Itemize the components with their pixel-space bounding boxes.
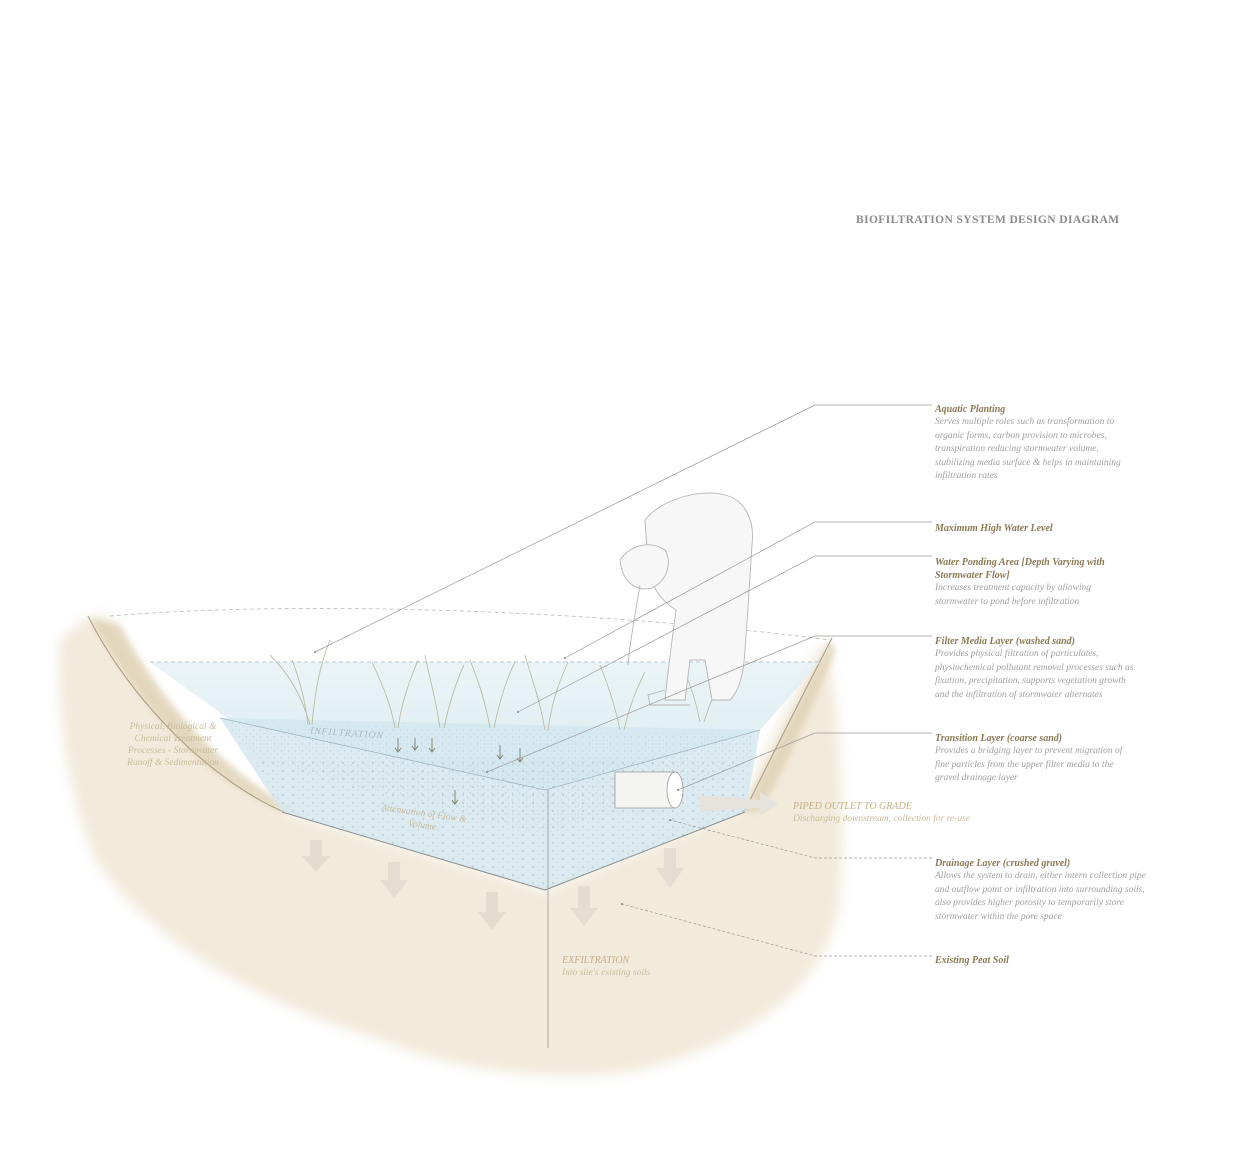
callout-existing-peat-soil [935, 954, 1155, 967]
treatment-processes-label: Physical, Biological & Chemical Treatment Processes - Stormwater Runoff & Sedimentation [127, 722, 219, 768]
piped-outlet-description: Discharging downstream, collection for re-use [793, 814, 971, 824]
piped-outlet-heading: PIPED OUTLET TO GRADE [793, 801, 912, 812]
callout-description: Allows the system to drain, either intern collection pipe and outflow point or infiltration into surrounding soils, also provides higher porosity to temporarily store stormwater within the pore space [935, 871, 1146, 922]
callout-filter-media-layer [935, 635, 1155, 702]
callout-heading: Aquatic Planting [935, 404, 1006, 415]
callout-heading: Drainage Layer (crushed gravel) [935, 858, 1071, 869]
callout-aquatic-planting [935, 403, 1155, 484]
piped-outlet-label [793, 801, 970, 825]
exfiltration-heading: EXFILTRATION [562, 955, 630, 966]
callout-water-ponding-area [935, 556, 1155, 609]
callout-heading: Maximum High Water Level [935, 523, 1053, 534]
callout-transition-layer [935, 732, 1155, 786]
infiltration-label: INFILTRATION [309, 726, 385, 742]
callout-drainage-layer [935, 857, 1155, 924]
callout-description: Serves multiple roles such as transformation to organic forms, carbon provision to microbes, transpiration reducing stormwater volume, stabilizing media surface & helps in maintaining infiltration rates [935, 417, 1121, 481]
attenuation-label: Attenuation of Flow & Volume [380, 803, 467, 833]
exfiltration-label [562, 955, 650, 979]
callout-heading: Filter Media Layer (washed sand) [935, 636, 1075, 647]
callout-heading: Existing Peat Soil [935, 955, 1009, 966]
callout-max-high-water-level [935, 522, 1155, 535]
callout-description: Increases treatment capacity by allowing stormwater to pond before infiltration [935, 583, 1092, 607]
callout-description: Provides a bridging layer to prevent migration of fine particles from the upper filter media to the gravel drainage layer [935, 746, 1123, 783]
callout-heading: Transition Layer (coarse sand) [935, 733, 1063, 744]
callout-description: Provides physical filtration of particulates, physiochemical pollutant removal processes such as fixation, precipitation, supports vegetation growth and the infiltration of stormwater alternates [935, 649, 1134, 700]
diagram-title: BIOFILTRATION SYSTEM DESIGN DIAGRAM [856, 214, 1120, 226]
exfiltration-description: Into site's existing soils [562, 968, 651, 978]
callout-heading: Water Ponding Area [Depth Varying with Stormwater Flow] [935, 557, 1105, 581]
